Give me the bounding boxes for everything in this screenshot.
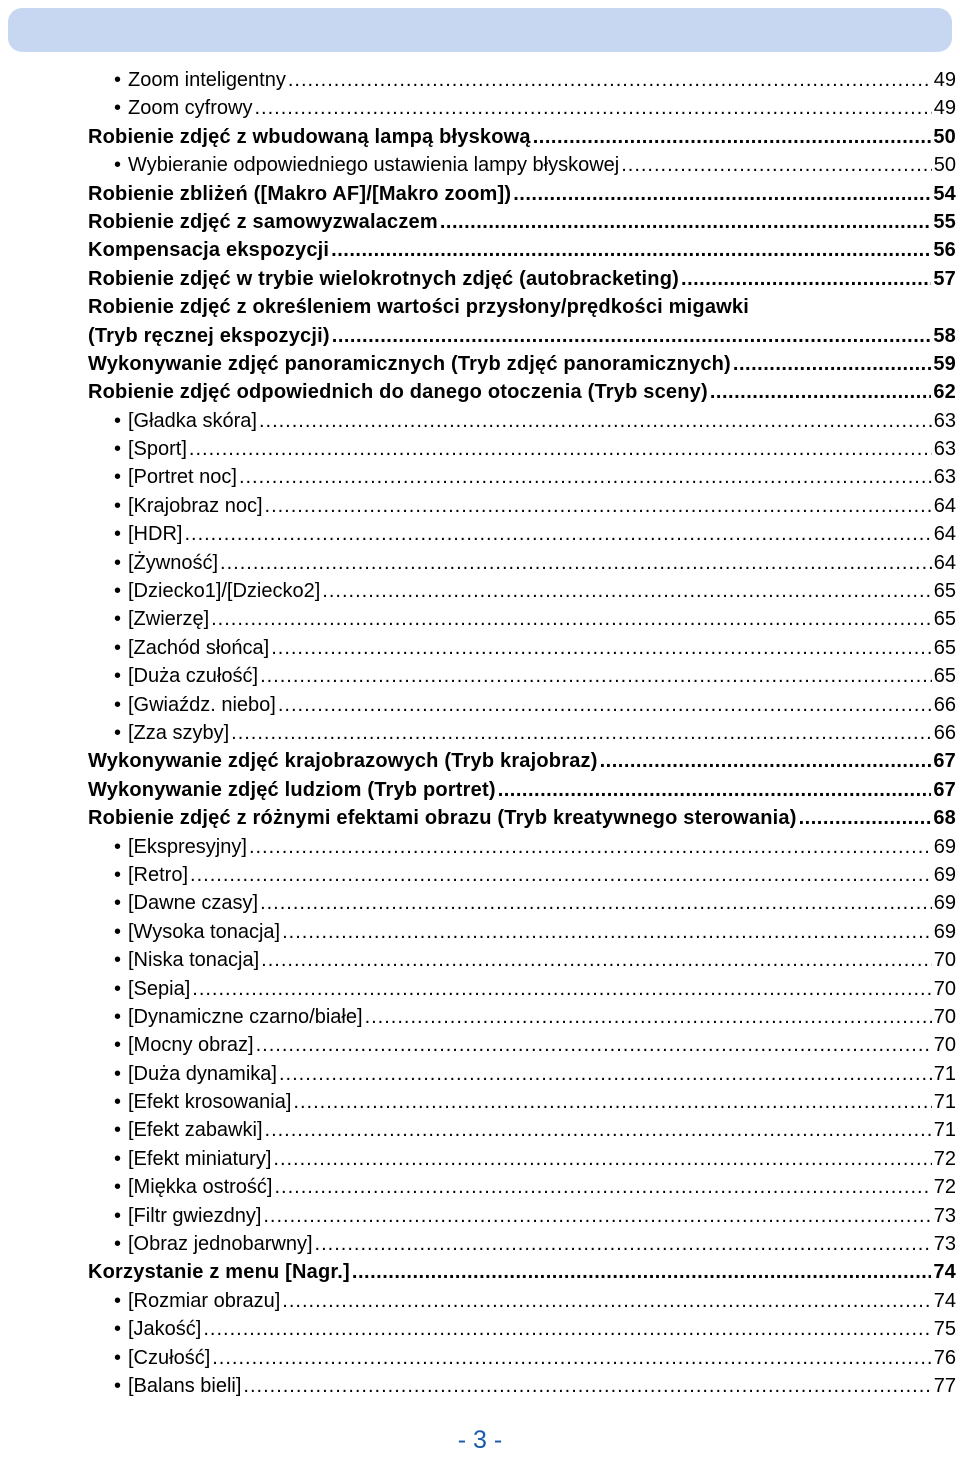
toc-entry-title: [Wysoka tonacja] [128, 920, 281, 943]
toc-page-number: 65 [933, 608, 956, 631]
dot-leader [271, 634, 932, 662]
toc-entry-title: [Filtr gwiezdny] [128, 1204, 262, 1227]
toc-page-number: 70 [933, 977, 956, 1000]
dot-leader [220, 549, 932, 577]
toc-page-number: 74 [933, 1261, 956, 1284]
toc-page-number: 59 [933, 352, 956, 375]
toc-page-number: 49 [933, 69, 956, 91]
toc-page-number: 73 [933, 1204, 956, 1227]
bullet-icon: • [114, 466, 122, 489]
dot-leader [243, 1372, 931, 1400]
toc-page-number: 74 [933, 1289, 956, 1312]
bullet-icon: • [114, 494, 122, 517]
toc-section-entry[interactable] [88, 747, 956, 775]
bullet-icon: • [114, 523, 122, 546]
dot-leader [322, 577, 931, 605]
toc-entry-title: [Dynamiczne czarno/białe] [128, 1005, 363, 1028]
dot-leader [184, 520, 931, 548]
toc-section-entry[interactable] [88, 350, 956, 378]
page-number-footer: - 3 - [457, 1426, 503, 1454]
toc-sub-entry[interactable] [88, 918, 956, 946]
toc-page-number: 67 [933, 750, 956, 773]
bullet-icon: • [114, 721, 122, 744]
bullet-icon: • [114, 1176, 122, 1199]
bullet-icon: • [114, 892, 122, 915]
toc-sub-entry[interactable] [88, 66, 956, 94]
dot-leader [256, 1031, 932, 1059]
dot-leader [681, 265, 931, 293]
toc-entry-title: [Efekt krosowania] [128, 1091, 292, 1114]
toc-entry-title: Robienie zdjęć w trybie wielokrotnych zdjęć (autobracketing) [88, 267, 680, 290]
toc-page-number: 58 [933, 324, 956, 347]
toc-sub-entry[interactable] [88, 1173, 956, 1201]
bullet-icon: • [114, 551, 122, 574]
toc-sub-entry[interactable] [88, 1116, 956, 1144]
toc-page-number: 64 [933, 551, 956, 574]
toc-entry-title: [Gładka skóra] [128, 409, 257, 432]
bullet-icon: • [114, 1034, 122, 1057]
toc-entry-title: (Tryb ręcznej ekspozycji) [88, 324, 330, 347]
dot-leader [212, 1344, 932, 1372]
bullet-icon: • [114, 69, 122, 91]
toc-page-number: 54 [933, 182, 956, 205]
toc-sub-entry[interactable] [88, 861, 956, 889]
bullet-icon: • [114, 1374, 122, 1397]
dot-leader [293, 1088, 931, 1116]
toc-page-number: 64 [933, 494, 956, 517]
toc-entry-title: [Gwiaźdz. niebo] [128, 693, 276, 716]
toc-section-entry[interactable] [88, 265, 956, 293]
bullet-icon: • [114, 580, 122, 603]
dot-leader [498, 776, 932, 804]
bullet-icon: • [114, 949, 122, 972]
toc-page-number: 66 [933, 693, 956, 716]
toc-entry-title: Robienie zdjęć odpowiednich do danego otoczenia (Tryb sceny) [88, 381, 708, 404]
toc-page-number: 77 [933, 1374, 956, 1397]
dot-leader [733, 350, 931, 378]
bullet-icon: • [114, 636, 122, 659]
dot-leader [279, 1060, 932, 1088]
bullet-icon: • [114, 863, 122, 886]
toc-entry-title: Robienie zdjęć z różnymi efektami obrazu (Tryb kreatywnego sterowania) [88, 807, 797, 830]
toc-page-number: 70 [933, 1005, 956, 1028]
toc-entry-title: [Retro] [128, 863, 189, 886]
toc-sub-entry[interactable] [88, 549, 956, 577]
toc-entry-title: Robienie zdjęć z wbudowaną lampą błyskową [88, 125, 531, 148]
toc-page-number: 65 [933, 580, 956, 603]
toc-entry-title: [Balans bieli] [128, 1374, 242, 1397]
bullet-icon: • [114, 665, 122, 688]
toc-page-number: 73 [933, 1233, 956, 1256]
toc-page-number: 62 [933, 381, 956, 404]
dot-leader [331, 236, 931, 264]
toc-section-entry[interactable] [88, 236, 956, 264]
dot-leader [265, 492, 932, 520]
bullet-icon: • [114, 1091, 122, 1114]
bullet-icon: • [114, 1147, 122, 1170]
toc-entry-title: [Efekt zabawki] [128, 1119, 263, 1142]
toc-sub-entry[interactable] [88, 1287, 956, 1315]
toc-page-number: 70 [933, 1034, 956, 1057]
toc-entry-title: [Sepia] [128, 977, 191, 1000]
toc-page-number: 49 [933, 97, 956, 120]
toc-page-number: 55 [933, 210, 956, 233]
toc-sub-entry[interactable] [88, 435, 956, 463]
toc-section-entry[interactable] [88, 180, 956, 208]
toc-section-entry[interactable] [88, 322, 956, 350]
toc-page-number: 71 [933, 1091, 956, 1114]
toc-page-number: 66 [933, 721, 956, 744]
toc-entry-title: [Krajobraz noc] [128, 494, 263, 517]
dot-leader [282, 1287, 931, 1315]
dot-leader [263, 1202, 931, 1230]
toc-page-number: 63 [933, 438, 956, 461]
toc-entry-title: [Dziecko1]/[Dziecko2] [128, 580, 321, 603]
toc-entry-title: [Portret noc] [128, 466, 237, 489]
dot-leader [273, 1145, 931, 1173]
toc-sub-entry[interactable] [88, 151, 956, 179]
dot-leader [278, 691, 932, 719]
toc-entry-title: [Rozmiar obrazu] [128, 1289, 281, 1312]
dot-leader [265, 1116, 932, 1144]
toc-entry-title: [Zza szyby] [128, 721, 230, 744]
toc-section-entry[interactable] [88, 804, 956, 832]
toc-sub-entry[interactable] [88, 889, 956, 917]
toc-sub-entry[interactable] [88, 407, 956, 435]
toc-section-entry[interactable] [88, 378, 956, 406]
toc-page-number: 69 [933, 892, 956, 915]
bullet-icon: • [114, 1204, 122, 1227]
toc-page-number: 56 [933, 239, 956, 262]
dot-leader [260, 889, 932, 917]
toc-section-entry[interactable] [88, 123, 956, 151]
bullet-icon: • [114, 1318, 122, 1341]
bullet-icon: • [114, 154, 122, 177]
table-of-contents [88, 66, 956, 1400]
toc-sub-entry[interactable] [88, 691, 956, 719]
dot-leader [231, 719, 932, 747]
bullet-icon: • [114, 920, 122, 943]
toc-sub-entry[interactable] [88, 1145, 956, 1173]
toc-sub-entry[interactable] [88, 1372, 956, 1400]
toc-page-number: 68 [933, 807, 956, 830]
toc-page-number: 50 [933, 125, 956, 148]
dot-leader [600, 747, 932, 775]
toc-entry-title: Kompensacja ekspozycji [88, 239, 330, 262]
bullet-icon: • [114, 1346, 122, 1369]
toc-page-number: 69 [933, 835, 956, 858]
toc-entry-title: Robienie zbliżeń ([Makro AF]/[Makro zoom]) [88, 182, 512, 205]
dot-leader [621, 151, 932, 179]
dot-leader [254, 94, 931, 122]
dot-leader [332, 322, 932, 350]
toc-page-number: 76 [933, 1346, 956, 1369]
dot-leader [211, 605, 932, 633]
toc-sub-entry[interactable] [88, 520, 956, 548]
dot-leader [259, 407, 932, 435]
toc-page-number: 69 [933, 920, 956, 943]
toc-page-number: 69 [933, 863, 956, 886]
toc-sub-entry[interactable] [88, 1031, 956, 1059]
toc-entry-title: [HDR] [128, 523, 183, 546]
toc-entry-title: [Duża dynamika] [128, 1062, 277, 1085]
toc-page-number: 57 [933, 267, 956, 290]
toc-sub-entry[interactable] [88, 662, 956, 690]
dot-leader [189, 435, 932, 463]
toc-entry-title: Wykonywanie zdjęć krajobrazowych (Tryb krajobraz) [88, 750, 598, 773]
toc-entry-title: [Jakość] [128, 1318, 202, 1341]
toc-page-number: 67 [933, 778, 956, 801]
toc-entry-title: [Czułość] [128, 1346, 211, 1369]
toc-sub-entry[interactable] [88, 1060, 956, 1088]
toc-entry-title: Wykonywanie zdjęć ludziom (Tryb portret) [88, 778, 496, 801]
dot-leader [440, 208, 931, 236]
toc-entry-title: Zoom inteligentny [128, 69, 286, 91]
toc-entry-title: Korzystanie z menu [Nagr.] [88, 1261, 350, 1284]
toc-page-number: 75 [933, 1318, 956, 1341]
dot-leader [799, 804, 932, 832]
dot-leader [533, 123, 932, 151]
toc-page-number: 65 [933, 636, 956, 659]
toc-entry-title: [Miękka ostrość] [128, 1176, 273, 1199]
dot-leader [710, 378, 931, 406]
toc-page-number: 72 [933, 1147, 956, 1170]
toc-entry-title: [Obraz jednobarwny] [128, 1233, 313, 1256]
bullet-icon: • [114, 608, 122, 631]
toc-page-number: 63 [933, 466, 956, 489]
toc-page-number: 71 [933, 1119, 956, 1142]
dot-leader [274, 1173, 931, 1201]
dot-leader [192, 975, 931, 1003]
bullet-icon: • [114, 409, 122, 432]
toc-sub-entry[interactable] [88, 492, 956, 520]
toc-section-entry[interactable] [88, 1258, 956, 1286]
dot-leader [365, 1003, 932, 1031]
dot-leader [239, 463, 932, 491]
toc-page-number: 71 [933, 1062, 956, 1085]
bullet-icon: • [114, 693, 122, 716]
toc-entry-title: [Ekspresyjny] [128, 835, 247, 858]
toc-sub-entry[interactable] [88, 833, 956, 861]
toc-entry-title: [Dawne czasy] [128, 892, 259, 915]
toc-sub-entry[interactable] [88, 1202, 956, 1230]
toc-sub-entry[interactable] [88, 975, 956, 1003]
toc-sub-entry[interactable] [88, 1088, 956, 1116]
toc-page-number: 50 [933, 154, 956, 177]
toc-sub-entry[interactable] [88, 605, 956, 633]
toc-page-number: 70 [933, 949, 956, 972]
toc-sub-entry[interactable] [88, 634, 956, 662]
dot-leader [190, 861, 932, 889]
dot-leader [249, 833, 932, 861]
bullet-icon: • [114, 977, 122, 1000]
toc-page-number: 72 [933, 1176, 956, 1199]
toc-section-entry[interactable] [88, 293, 956, 321]
header-bar [8, 8, 952, 52]
toc-entry-title: [Mocny obraz] [128, 1034, 254, 1057]
toc-sub-entry[interactable] [88, 946, 956, 974]
toc-section-entry[interactable] [88, 776, 956, 804]
toc-sub-entry[interactable] [88, 94, 956, 122]
bullet-icon: • [114, 1062, 122, 1085]
bullet-icon: • [114, 1233, 122, 1256]
toc-sub-entry[interactable] [88, 1315, 956, 1343]
toc-sub-entry[interactable] [88, 1230, 956, 1258]
dot-leader [288, 66, 932, 94]
toc-entry-title: [Efekt miniatury] [128, 1147, 272, 1170]
toc-page-number: 65 [933, 665, 956, 688]
toc-entry-title: [Zwierzę] [128, 608, 210, 631]
bullet-icon: • [114, 97, 122, 120]
toc-page-number: 63 [933, 409, 956, 432]
toc-sub-entry[interactable] [88, 1344, 956, 1372]
bullet-icon: • [114, 438, 122, 461]
toc-entry-title: [Żywność] [128, 551, 219, 574]
dot-leader [203, 1315, 931, 1343]
toc-entry-title: Wybieranie odpowiedniego ustawienia lampy błyskowej [128, 154, 620, 177]
toc-sub-entry[interactable] [88, 463, 956, 491]
dot-leader [282, 918, 932, 946]
dot-leader [352, 1258, 931, 1286]
dot-leader [513, 180, 931, 208]
bullet-icon: • [114, 835, 122, 858]
toc-sub-entry[interactable] [88, 719, 956, 747]
toc-sub-entry[interactable] [88, 577, 956, 605]
toc-section-entry[interactable] [88, 208, 956, 236]
dot-leader [261, 946, 932, 974]
toc-entry-title: [Niska tonacja] [128, 949, 260, 972]
toc-entry-title: [Zachód słońca] [128, 636, 270, 659]
bullet-icon: • [114, 1119, 122, 1142]
dot-leader [315, 1230, 932, 1258]
toc-entry-title: Robienie zdjęć z samowyzwalaczem [88, 210, 438, 233]
bullet-icon: • [114, 1005, 122, 1028]
bullet-icon: • [114, 1289, 122, 1312]
toc-sub-entry[interactable] [88, 1003, 956, 1031]
toc-entry-title: Zoom cyfrowy [128, 97, 253, 120]
toc-page-number: 64 [933, 523, 956, 546]
dot-leader [260, 662, 932, 690]
toc-entry-title: [Duża czułość] [128, 665, 259, 688]
toc-entry-title: Robienie zdjęć z określeniem wartości przysłony/prędkości migawki [88, 296, 749, 319]
toc-entry-title: Wykonywanie zdjęć panoramicznych (Tryb zdjęć panoramicznych) [88, 352, 731, 375]
toc-entry-title: [Sport] [128, 438, 187, 461]
